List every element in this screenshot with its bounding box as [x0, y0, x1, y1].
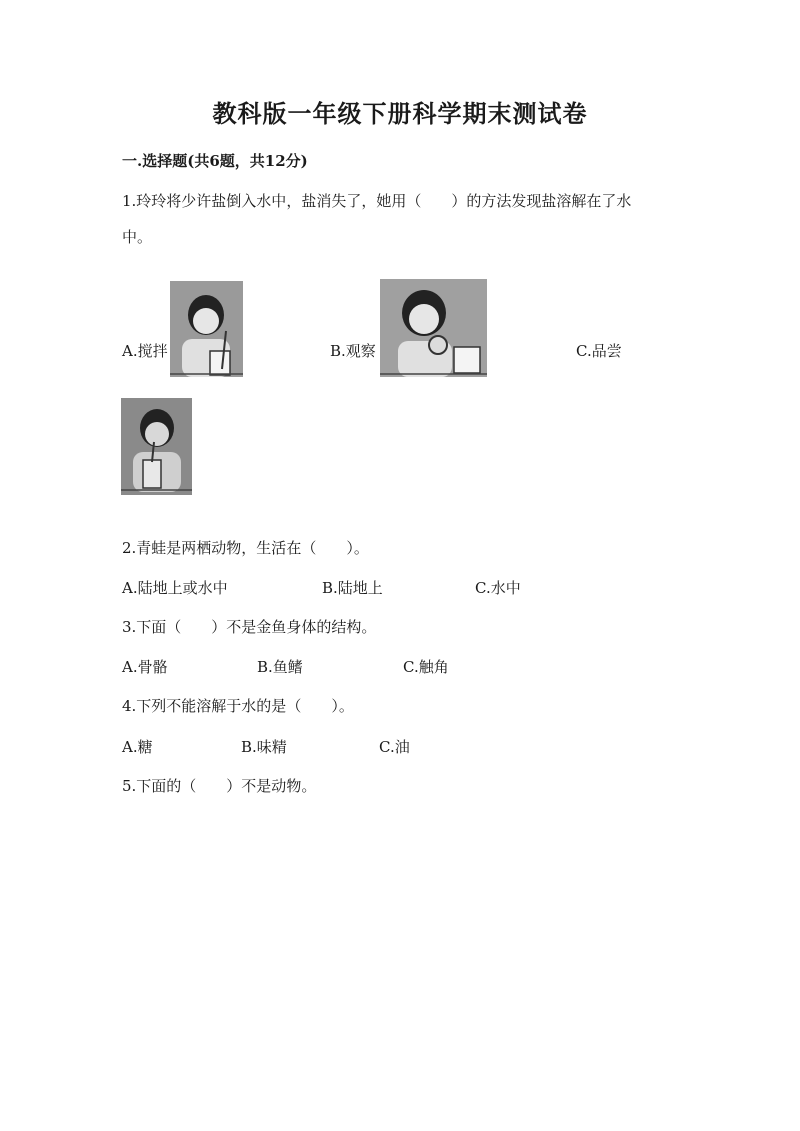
girl-magnifier-icon	[380, 279, 487, 377]
girl-tasting-icon	[121, 398, 192, 495]
page-title: 教科版一年级下册科学期末测试卷	[212, 99, 588, 128]
question-4-text: 4.下列不能溶解于水的是（ ）。	[122, 697, 354, 715]
question-4-option-c[interactable]: C.油	[379, 738, 410, 756]
question-3-option-b[interactable]: B.鱼鳍	[257, 658, 303, 676]
question-2-option-a[interactable]: A.陆地上或水中	[122, 579, 228, 597]
question-3-text: 3.下面（ ）不是金鱼身体的结构。	[122, 618, 377, 636]
question-5-text: 5.下面的（ ）不是动物。	[122, 777, 317, 795]
question-1-option-a[interactable]: A.搅拌	[122, 342, 168, 360]
stirring-illustration	[170, 281, 243, 377]
question-2-text: 2.青蛙是两栖动物，生活在（ ）。	[122, 539, 369, 557]
question-1-option-c[interactable]: C.品尝	[576, 342, 622, 360]
question-2-option-b[interactable]: B.陆地上	[322, 579, 383, 597]
question-4-option-b[interactable]: B.味精	[241, 738, 287, 756]
observing-illustration	[380, 279, 487, 377]
question-3-option-a[interactable]: A.骨骼	[122, 658, 168, 676]
question-1-line1: 1.玲玲将少许盐倒入水中，盐消失了，她用（ ）的方法发现盐溶解在了水	[122, 192, 632, 210]
question-4-option-a[interactable]: A.糖	[122, 738, 153, 756]
girl-stirring-icon	[170, 281, 243, 377]
tasting-illustration	[121, 398, 192, 495]
question-1-option-b[interactable]: B.观察	[330, 342, 376, 360]
section-heading: 一.选择题(共6题，共12分)	[122, 152, 308, 170]
question-2-option-c[interactable]: C.水中	[475, 579, 521, 597]
question-3-option-c[interactable]: C.触角	[403, 658, 449, 676]
question-1-line2: 中。	[122, 228, 153, 246]
